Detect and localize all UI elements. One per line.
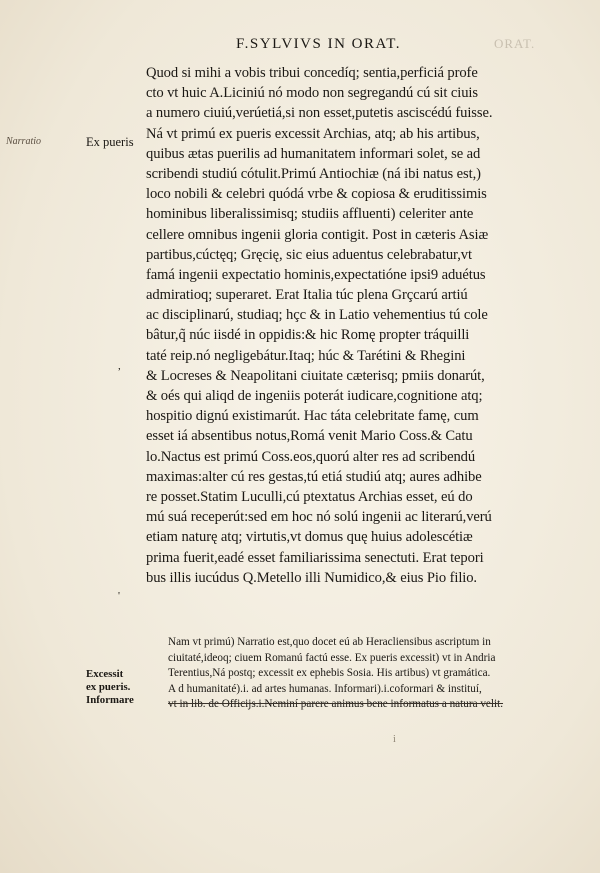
text-line: Quod si mihi a vobis tribui concedíq; sentia,perficiá profe [146,65,478,81]
text-line: & Locreses & Neapolitani ciuitate cæterisq; pmiis donarút, [146,367,485,384]
main-text-block [146,63,576,588]
text-line: maximas:alter cú res gestas,tú etiá studiú atq; aures adhibe [146,468,482,485]
text-line: prima fuerit,eadé esset familiarissima senectuti. Erat tepori [146,549,484,566]
commentary-line: ciuitaté,ideoq; ciuem Romanú factú esse. Ex pueris excessit) vt in Andria [168,651,496,664]
text-line: bus illis iucúdus Q.Metello illi Numidico,& eius Pio filio. [146,569,477,586]
text-line: loco nobili & celebri quódá vrbe & copiosa & eruditissimis [146,186,487,203]
text-line: quibus ætas puerilis ad humanitatem informari solet, se ad [146,145,481,162]
commentary-line-struck: vt in lib. de Officijs.i.Neminí parere animus bene informatus a natura velit. [168,698,504,711]
text-line: hominibus liberalissimisq; studiis affluenti) celeriter ante [146,206,474,223]
text-line: cto vt huic A.Liciniú nó modo non segregandú cú sit ciuis [146,85,478,102]
text-line: bâtur,q̃ núc iisdé in oppidis:& hic Romę propter tráquilli [146,327,470,344]
folio-mark: i [393,734,396,745]
text-line: ac disciplinarú, studiaq; hçc & in Latio vehementius tú cole [146,307,488,324]
text-line: taté reip.nó negligebátur.Itaq; húc & Tarétini & Rhegini [146,347,466,364]
commentary-side-terms [86,668,158,707]
margin-mark: ' [118,590,120,602]
text-line: & oés qui aliqd de ingeniis poterát iudicare,cognitione atq; [146,388,483,404]
text-line: esset iá absentibus notus,Romá venit Mario Coss.& Catu [146,428,473,445]
text-line: partibus,cúctęq; Gręcię, sic eius aduentus celebrabatur,vt [146,246,472,263]
side-term: Informare [86,694,134,706]
text-line: cellere omnibus ingenii gloria contigit. Post in cæteris Asiæ [146,226,489,243]
side-term: ex pueris. [86,681,131,693]
side-term: Excessit [86,668,124,680]
commentary-line: Terentius,Ná postq; excessit ex ephebis Sosia. His artibus) vt gramática. [168,667,491,680]
text-line: scribendi studiú cótulit.Primú Antiochiæ (ná ibi natus est,) [146,165,481,182]
running-head: F.SYLVIVS IN ORAT. [236,36,401,52]
margin-note-ex-pueris: Ex pueris [86,135,134,149]
margin-mark: , [118,360,121,372]
text-line: lo.Nactus est primú Coss.eos,quorú alter res ad scribendú [146,448,476,465]
text-line: admiratioq; superaret. Erat Italia túc plena Grçcarú artiú [146,287,468,304]
commentary-block [168,635,578,713]
text-line: Ná vt primú ex pueris excessit Archias, atq; ab his artibus, [146,125,480,142]
text-line: hospitio dignú existimarút. Hac táta celebritate famę, cum [146,408,479,425]
text-line: etiam naturę atq; virtutis,vt domus quę huius adolescétiæ [146,529,473,546]
text-line: a numero ciuiú,verúetiá,si non esset,putetis asciscédú fuisse. [146,105,493,122]
bleed-through-text: ORAT. [494,36,536,51]
text-line: re posset.Statim Luculli,cú ptextatus Archias esset, eú do [146,488,473,505]
margin-note-narratio: Narratio [6,136,42,147]
text-line: famá ingenii expectatio hominis,expectatióne ipsi9 aduétus [146,266,486,283]
commentary-line: A d humanitaté).i. ad artes humanas. Informari).i.coformari & instituí, [168,682,482,695]
text-line: mú suá receperút:sed em hoc nó solú ingenii ac literarú,verú [146,509,492,526]
commentary-line: Nam vt primú) Narratio est,quo docet eú ab Heracliensibus ascriptum in [168,636,491,648]
